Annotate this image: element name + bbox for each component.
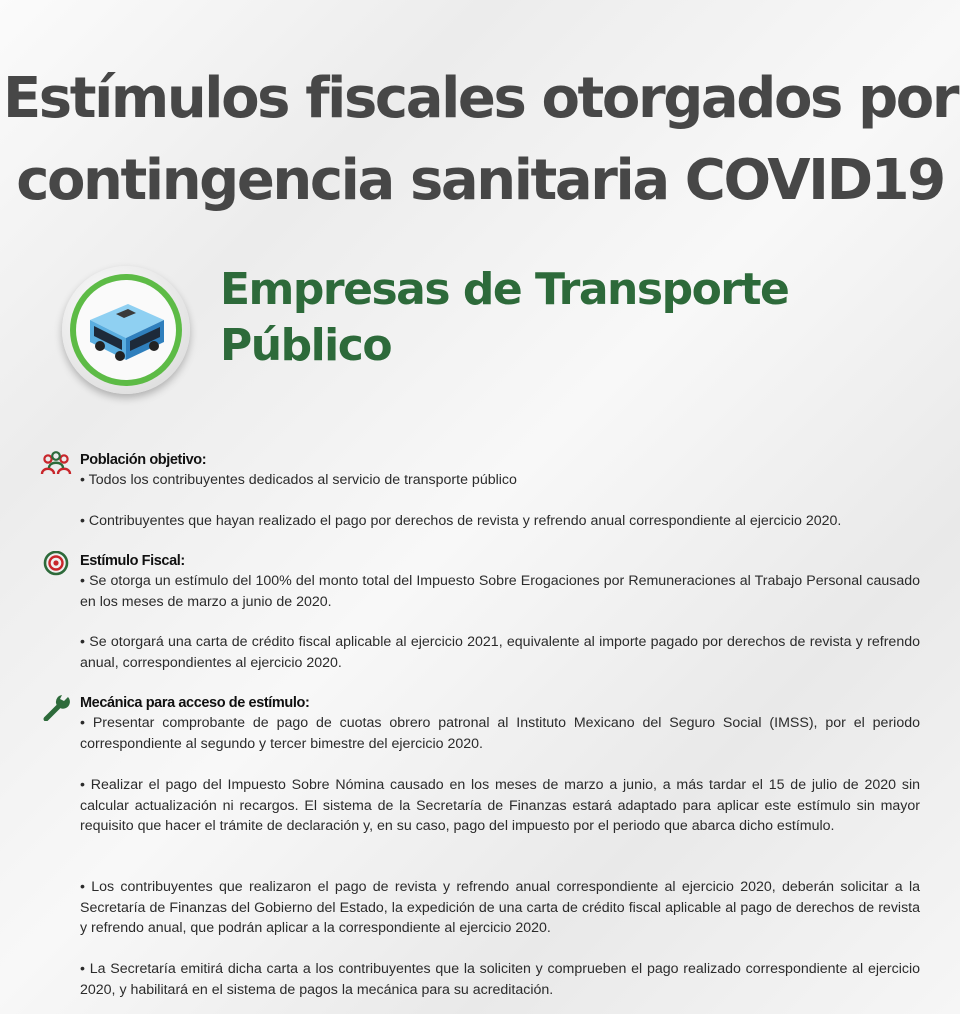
people-icon — [40, 450, 72, 478]
main-title-line-2: contingencia sanitaria COVID19 — [16, 148, 944, 213]
paragraph: • Presentar comprobante de pago de cuotas obrero patronal al Instituto Mexicano del Seguro Social (IMSS), por el periodo correspondiente al segundo y tercer bimestre del ejercicio 2020. — [80, 715, 920, 752]
paragraph: • Realizar el pago del Impuesto Sobre Nómina causado en los meses de marzo a junio, a más tardar el 15 de julio de 2020 sin calcular actualización ni recargos. El sistema de la Secretaría de Finanzas estará adaptado para aplicar este estímulo sin mayor requisito que hacer el trámite de declaración y, en su caso, pago del impuesto por el periodo que abarca dicho estímulo. — [80, 777, 920, 834]
main-title-line-1: Estímulos fiscales otorgados por — [2, 66, 958, 131]
block-heading: Estímulo Fiscal: — [80, 553, 185, 569]
paragraph: • Se otorgará una carta de crédito fiscal aplicable al ejercicio 2021, equivalente al importe pagado por derechos de revista y refrendo anual, correspondientes al ejercicio 2020. — [80, 634, 920, 671]
paragraph: • Todos los contribuyentes dedicados al servicio de transporte público — [80, 472, 517, 488]
paragraph: • Los contribuyentes que realizaron el pago de revista y refrendo anual correspondiente al ejercicio 2020, deberán solicitar a la Secretaría de Finanzas del Gobierno del Estado, la expedición de una carta de crédito fiscal aplicable al pago de derechos de revista y refrendo anual, que podrán aplicar a la correspondiente al ejercicio 2020. — [80, 879, 920, 936]
section-title-line-1: Empresas de Transporte — [220, 264, 789, 315]
paragraph: • Contribuyentes que hayan realizado el pago por derechos de revista y refrendo anual correspondiente al ejercicio 2020. — [80, 513, 842, 529]
main-title — [0, 58, 960, 222]
target-icon — [40, 551, 72, 579]
wrench-icon — [40, 693, 72, 721]
paragraph: • La Secretaría emitirá dicha carta a los contribuyentes que la soliciten y comprueben el pago realizado correspondiente al ejercicio 2020, y habilitará en el sistema de pagos la mecánica para su acreditación. — [80, 961, 920, 998]
block-heading: Población objetivo: — [80, 452, 207, 468]
section-title-line-2: Público — [220, 320, 392, 371]
block-heading: Mecánica para acceso de estímulo: — [80, 695, 310, 711]
paragraph: • Se otorga un estímulo del 100% del monto total del Impuesto Sobre Erogaciones por Remuneraciones al Trabajo Personal causado en los meses de marzo a junio de 2020. — [80, 573, 920, 610]
bus-badge — [62, 266, 190, 394]
bus-icon — [76, 280, 176, 380]
section-title — [220, 262, 788, 374]
